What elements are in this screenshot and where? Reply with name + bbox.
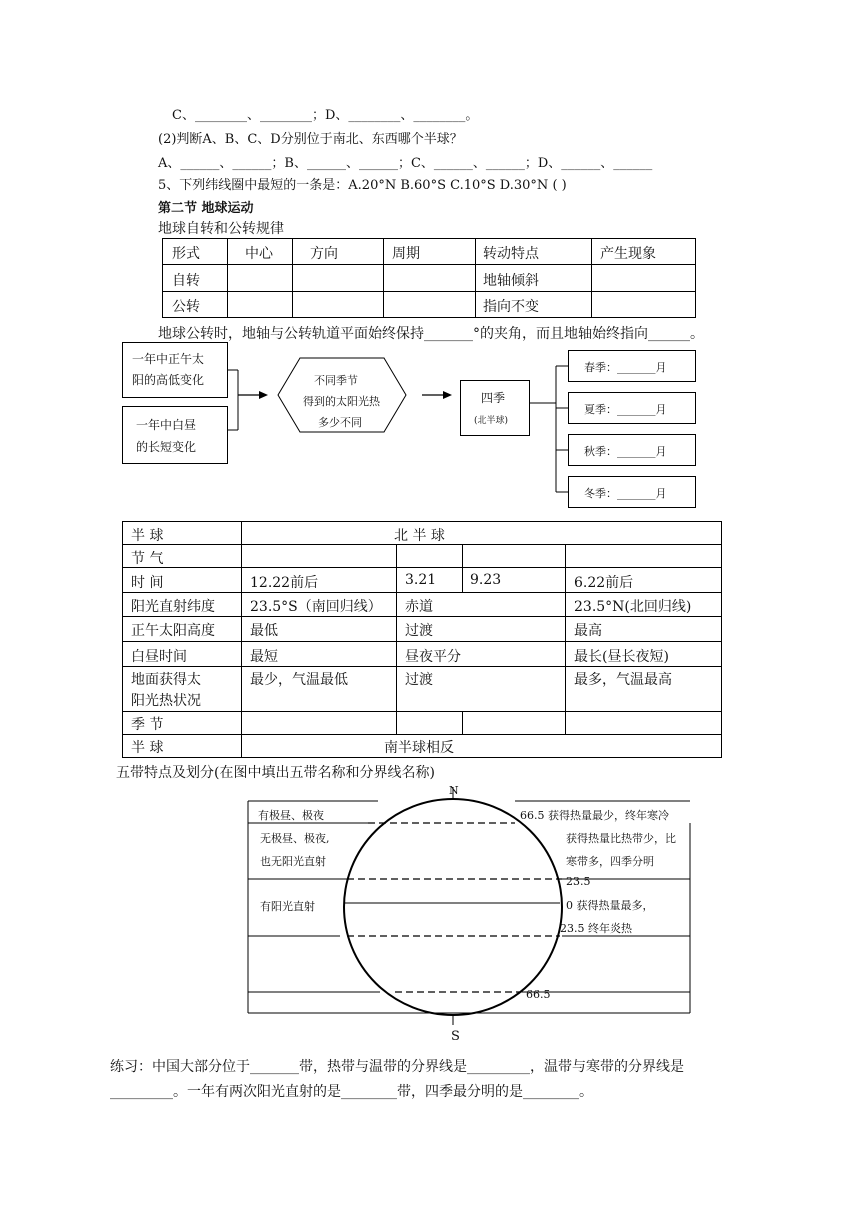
exercise-question-5: 5、下列纬线圈中最短的一条是：A.20°N B.60°S C.10°S D.30°N ( ) [158, 178, 567, 193]
st-r5-label: 正午太阳高度 [131, 623, 215, 639]
st-r6-c1: 最短 [250, 649, 278, 665]
st-r7-label-line1: 地面获得太 [131, 672, 201, 688]
st-r5-c2: 过渡 [405, 623, 433, 639]
temperate-heat-desc-2: 寒带多，四季分明 [566, 855, 654, 868]
temperate-zone-desc-2: 也无阳光直射 [260, 855, 326, 868]
rt-header-center: 中心 [245, 246, 273, 262]
flow-hex-line2: 得到的太阳光热 [303, 395, 380, 408]
flow-winter-label: 冬季：_______月 [584, 487, 667, 500]
st-r4-label: 阳光直射纬度 [131, 599, 215, 615]
st-r6-c2: 昼夜平分 [405, 649, 461, 665]
flow-box2-line1: 一年中白昼 [136, 418, 197, 432]
st-r7-label-line2: 阳光热状况 [131, 693, 201, 709]
flow-box1-line1: 一年中正午太 [132, 352, 205, 366]
st-r8-label: 季 节 [131, 717, 164, 733]
st-r7-c2: 过渡 [405, 672, 433, 688]
st-r4-c3: 23.5°N(北回归线) [574, 599, 692, 615]
latitude-235-north-label: 23.5 [566, 875, 591, 888]
st-r5-c3: 最高 [574, 623, 602, 639]
rt-header-feature: 转动特点 [483, 246, 539, 262]
st-r9-label: 半 球 [131, 740, 164, 756]
rt-rotation-feature: 地轴倾斜 [483, 273, 539, 289]
rt-header-period: 周期 [392, 246, 420, 262]
exercise-answer-line: A、______、______；B、______、______；C、______、______；D、______、______ [158, 156, 653, 171]
equator-label: 0 获得热量最多， [566, 899, 654, 912]
rt-header-form: 形式 [172, 246, 200, 262]
flow-box2-line2: 的长短变化 [136, 440, 197, 454]
st-south-hemisphere: 南半球相反 [384, 740, 454, 756]
flow-seasons-main: 四季 [481, 391, 506, 405]
st-r3-c4: 6.22前后 [574, 575, 634, 591]
flow-hex-line1: 不同季节 [314, 374, 358, 387]
st-r6-c3: 最长(昼长夜短) [574, 649, 669, 665]
rt-row-revolution: 公转 [172, 299, 200, 315]
st-r7-c1: 最少，气温最低 [250, 672, 348, 688]
st-r3-c3: 9.23 [470, 572, 502, 588]
flow-summer-label: 夏季：_______月 [584, 403, 667, 416]
rt-header-phenomena: 产生现象 [600, 246, 656, 262]
rt-header-direction: 方向 [310, 246, 338, 262]
latitude-665-south-label: 66.5 [526, 988, 551, 1001]
temperate-heat-desc-1: 获得热量比热带少，比 [566, 832, 676, 845]
flow-hex-line3: 多少不同 [318, 416, 362, 429]
st-r2-label: 节 气 [131, 551, 164, 567]
st-r3-c1: 12.22前后 [250, 575, 319, 591]
axis-tilt-sentence: 地球公转时，地轴与公转轨道平面始终保持_______°的夹角，而且地轴始终指向______。 [158, 326, 704, 342]
exercise-question-2: (2)判断A、B、C、D分别位于南北、东西哪个半球？ [158, 132, 463, 147]
st-r3-c2: 3.21 [405, 572, 437, 588]
st-north-hemisphere: 北 半 球 [394, 528, 445, 544]
tropical-zone-desc: 有阳光直射 [260, 900, 315, 913]
practice-line-2: _________。一年有两次阳光直射的是________带，四季最分明的是________。 [110, 1084, 593, 1100]
north-pole-label: N [449, 784, 459, 797]
flow-seasons-sub: (北半球) [474, 416, 509, 426]
st-r1-label: 半 球 [131, 528, 164, 544]
practice-line-1: 练习：中国大部分位于_______带，热带与温带的分界线是_________，温带与寒带的分界线是 [110, 1059, 684, 1075]
section-title: 第二节 地球运动 [158, 201, 254, 216]
polar-zone-desc: 有极昼、极夜 [258, 809, 324, 822]
flow-box1-line2: 阳的高低变化 [132, 373, 205, 387]
rt-row-rotation: 自转 [172, 273, 200, 289]
st-r4-c1: 23.5°S（南回归线） [250, 599, 382, 615]
section-subtitle: 地球自转和公转规律 [158, 221, 284, 237]
st-r4-c2: 赤道 [405, 599, 433, 615]
st-r5-c1: 最低 [250, 623, 278, 639]
temperate-zone-desc-1: 无极昼、极夜, [260, 832, 330, 845]
exercise-line-c-d: C、________、________；D、________、________。 [172, 108, 479, 123]
flow-spring-label: 春季：_______月 [584, 361, 667, 374]
rt-revolution-feature: 指向不变 [483, 299, 539, 315]
st-r6-label: 白昼时间 [131, 649, 187, 665]
flow-autumn-label: 秋季：_______月 [584, 445, 667, 458]
latitude-665-north-label: 66.5 获得热量最少，终年寒冷 [520, 809, 669, 822]
st-r7-c3: 最多，气温最高 [574, 672, 672, 688]
st-r3-label: 时 间 [131, 575, 164, 591]
latitude-235-south-label: 23.5 终年炎热 [560, 922, 632, 935]
south-pole-label: S [451, 1029, 460, 1044]
zones-title: 五带特点及划分(在图中填出五带名称和分界线名称) [116, 765, 435, 781]
